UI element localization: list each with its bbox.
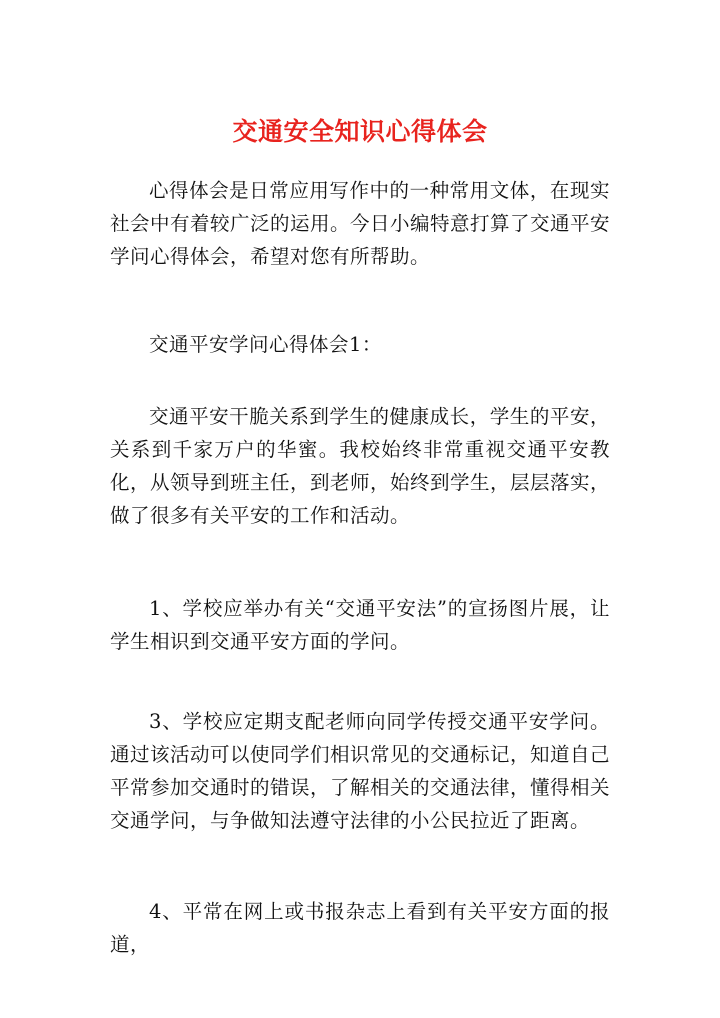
intro-paragraph: 心得体会是日常应用写作中的一种常用文体，在现实社会中有着较广泛的运用。今日小编特意打算了交通平安学问心得体会，希望对您有所帮助。 xyxy=(110,179,611,268)
list-item-1: 1、学校应举办有关“交通平安法”的宣扬图片展，让学生相识到交通平安方面的学问。 xyxy=(110,597,610,653)
document-title: 交通安全知识心得体会 xyxy=(232,117,488,146)
list-item-3: 3、学校应定期支配老师向同学传授交通平安学问。通过该活动可以使同学们相识常见的交通标记，知道自己平常参加交通时的错误，了解相关的交通法律，懂得相关交通学问，与争做知法遵守法律的小公民拉近了距离。 xyxy=(110,710,611,832)
list-item-4: 4、平常在网上或书报杂志上看到有关平安方面的报道， xyxy=(110,900,610,956)
section-heading: 交通平安学问心得体会1： xyxy=(149,333,382,356)
body-paragraph: 交通平安干脆关系到学生的健康成长，学生的平安，关系到千家万户的华蜜。我校始终非常重视交通平安教化，从领导到班主任，到老师，始终到学生，层层落实，做了很多有关平安的工作和活动。 xyxy=(110,405,611,527)
